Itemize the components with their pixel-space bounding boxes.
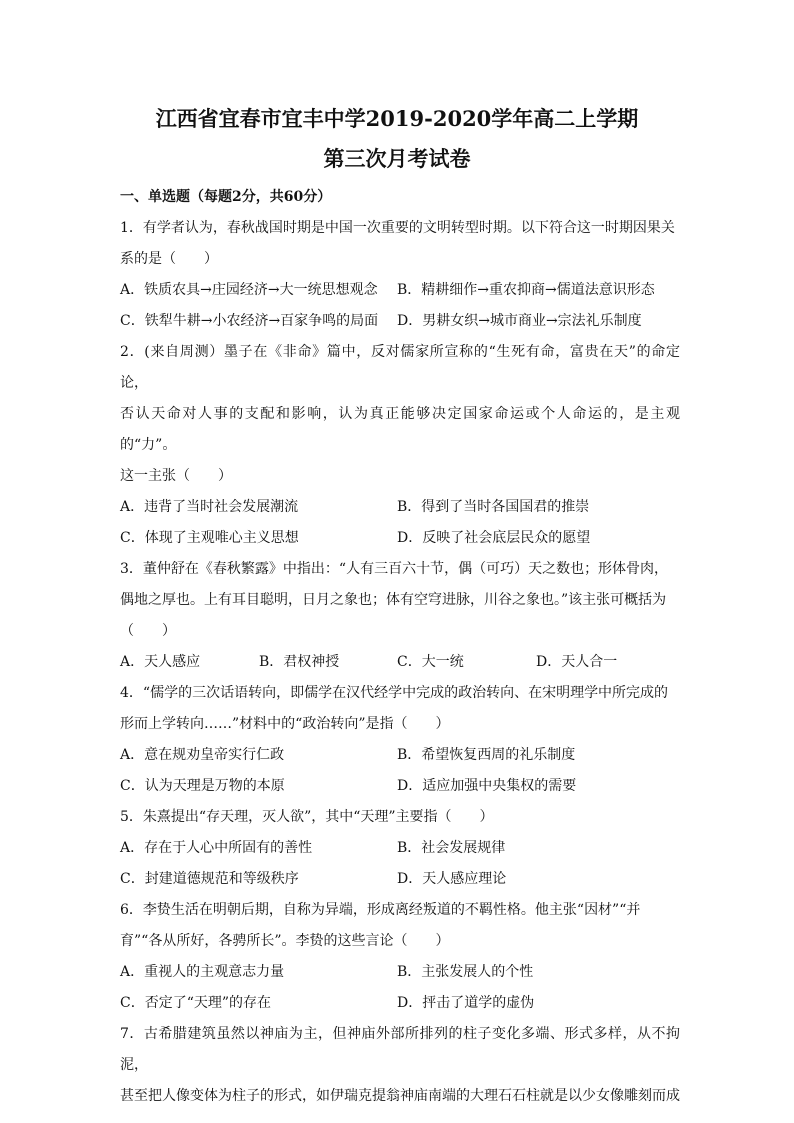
question-stem-line: 4．“儒学的三次话语转向，即儒学在汉代经学中完成的政治转向、在宋明理学中所完成的 [120,685,669,701]
question-stem-line: 形而上学转向……”材料中的“政治转向”是指（ ） [120,716,450,732]
question-stem-line: 7．古希腊建筑虽然以神庙为主，但神庙外部所排列的柱子变化多端、形式多样，从不拘泥， [120,1026,680,1073]
question-2 [120,337,680,554]
option-row [120,833,680,864]
answer-option[interactable]: B．主张发展人的个性 [397,964,534,980]
answer-option[interactable]: A．违背了当时社会发展潮流 [120,499,299,515]
question-stem-line: 3．董仲舒在《春秋繁露》中指出：“人有三百六十节，偶（可巧）天之数也；形体骨肉， [120,561,669,577]
answer-option[interactable]: A．重视人的主观意志力量 [120,964,285,980]
answer-option[interactable]: A．天人感应 [120,654,201,670]
question-6 [120,895,680,1019]
answer-option[interactable]: C．认为天理是万物的本原 [120,778,285,794]
question-3 [120,554,680,678]
option-row [120,492,680,523]
question-stem-line: 偶地之厚也。上有耳目聪明，日月之象也；体有空穹进脉，川谷之象也。”该主张可概括为 [120,592,667,608]
answer-option[interactable]: B．君权神授 [259,654,340,670]
question-stem-line: 1．有学者认为，春秋战国时期是中国一次重要的文明转型时期。以下符合这一时期因果关 [120,220,675,236]
question-stem-line: 这一主张（ ） [120,468,232,484]
answer-option[interactable]: B．得到了当时各国国君的推崇 [397,499,590,515]
answer-option[interactable]: C．体现了主观唯心主义思想 [120,530,299,546]
answer-option[interactable]: D．抨击了道学的虚伪 [397,995,535,1011]
answer-option[interactable]: B．社会发展规律 [397,840,506,856]
question-5 [120,802,680,895]
section-heading: 一、单选题（每题2分，共60分） [120,189,332,205]
option-row [120,647,680,678]
answer-option[interactable]: D．反映了社会底层民众的愿望 [397,530,591,546]
answer-option[interactable]: C．铁犁牛耕→小农经济→百家争鸣的局面 [120,313,379,329]
question-4 [120,678,680,802]
answer-option[interactable]: D．适应加强中央集权的需要 [397,778,577,794]
answer-option[interactable]: D．天人合一 [536,654,618,670]
option-row [120,523,680,554]
option-row [120,771,680,802]
option-row [120,275,680,306]
question-1 [120,213,680,337]
question-stem-line: 甚至把人像变体为柱子的形式，如伊瑞克提翁神庙南端的大理石石柱就是以少女像雕刻而成 [120,1088,680,1104]
question-stem-line: 5．朱熹提出“存天理，灭人欲”，其中“天理”主要指（ ） [120,809,494,825]
question-stem-line: 系的是（ ） [120,251,218,267]
question-stem-line: 否认天命对人事的支配和影响，认为真正能够决定国家命运或个人命运的，是主观的“力”。 [120,406,680,453]
answer-option[interactable]: B．精耕细作→重农抑商→儒道法意识形态 [397,282,655,298]
answer-option[interactable]: A．意在规劝皇帝实行仁政 [120,747,285,763]
question-list [120,213,680,1112]
exam-title-line1: 江西省宜春市宜丰中学2019-2020学年高二上学期 [155,106,639,131]
answer-option[interactable]: D．男耕女织→城市商业→宗法礼乐制度 [397,313,642,329]
option-row [120,988,680,1019]
question-7 [120,1019,680,1112]
option-row [120,864,680,895]
answer-option[interactable]: A．铁质农具→庄园经济→大一统思想观念 [120,282,378,298]
answer-option[interactable]: C．大一统 [397,654,464,670]
answer-option[interactable]: A．存在于人心中所固有的善性 [120,840,313,856]
question-stem-line: （ ） [120,623,176,639]
option-row [120,957,680,988]
answer-option[interactable]: C．封建道德规范和等级秩序 [120,871,299,887]
question-stem-line: 育”“各从所好，各骋所长”。李贽的这些言论（ ） [120,933,450,949]
question-stem-line: 6．李贽生活在明朝后期，自称为异端，形成离经叛道的不羁性格。他主张“因材”“并 [120,902,641,918]
option-row [120,740,680,771]
exam-title-line2: 第三次月考试卷 [323,146,471,171]
answer-option[interactable]: D．天人感应理论 [397,871,507,887]
answer-option[interactable]: B．希望恢复西周的礼乐制度 [397,747,576,763]
option-row [120,306,680,337]
exam-content [120,182,680,1112]
question-stem-line: 2．(来自周测）墨子在《非命》篇中，反对儒家所宣称的“生死有命，富贵在天”的命定论， [120,344,680,391]
answer-option[interactable]: C．否定了“天理”的存在 [120,995,272,1011]
